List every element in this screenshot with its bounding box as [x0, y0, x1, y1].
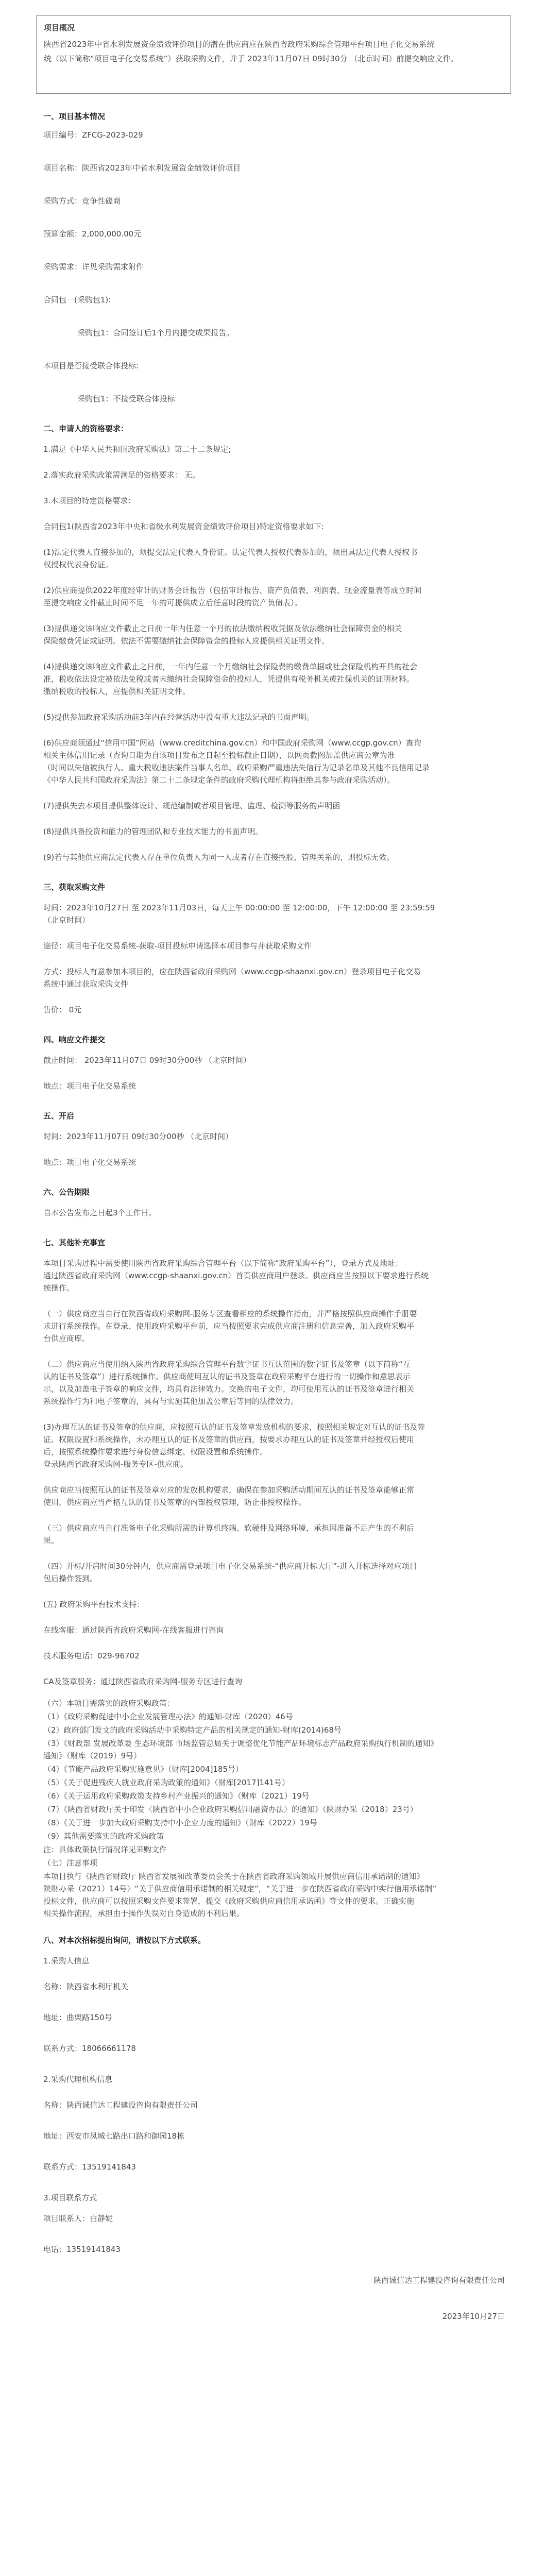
- qualification-item-6: (6)供应商须通过“信用中国”网站（www.creditchina.gov.cn）和中国政府采购网（www.ccgp.gov.cn）查询: [43, 738, 421, 748]
- tech-support-title: (五) 政府采购平台技术支持：: [43, 1600, 145, 1609]
- package-1-term: 采购包1：合同签订后1个月内提交成果报告。: [77, 328, 234, 337]
- qualification-item-1-cont: 权授权代表身份证。: [43, 560, 113, 569]
- submission-place: 地点：项目电子化交易系统: [43, 1081, 137, 1091]
- supplement-p3-cont-3: 系统操作行为和电子签章的，具有与实施其他加盖公章后等同的法律效力。: [43, 1397, 299, 1406]
- agent-address: 地址：西安市凤城七路出口路和御园18栋: [43, 2131, 185, 2141]
- notice-text: 本项目执行《陕西省财政厅 陕西省发展和改革委员会关于在陕西省政府采购领域开展供应商信用承诺制的通知》: [43, 1872, 424, 1881]
- project-name: 项目名称：陕西省2023年中省水利发展资金绩效评价项目: [43, 163, 241, 173]
- section-4-heading: 四、响应文件提交: [43, 1035, 106, 1044]
- project-contact-name: 项目联系人：白静妮: [43, 2214, 113, 2223]
- project-code: 项目编号：ZFCG-2023-029: [43, 130, 143, 140]
- notice-text-cont-3: 相关操作流程，承担由于操作失误对自身造成的不利后果。: [43, 1909, 245, 1918]
- tech-phone: 技术服务电话：029-96702: [43, 1651, 140, 1660]
- submission-deadline: 截止时间： 2023年11月07日 09时30分00秒 （北京时间）: [43, 1056, 251, 1065]
- buyer-info-title: 1.采购人信息: [43, 1956, 90, 1965]
- opening-place: 地点：项目电子化交易系统: [43, 1158, 137, 1167]
- document-price: 售价： 0元: [43, 1005, 82, 1014]
- overview-title: 项目概况: [44, 23, 75, 32]
- agent-info-title: 2.采购代理机构信息: [43, 2075, 113, 2084]
- supplement-p3-cont: 认的证书及签章”）进行系统操作。供应商使用互认的证书及签章在政府采购平台进行的一切操作和意思表示: [43, 1372, 411, 1381]
- section-2-heading: 二、申请人的资格要求：: [43, 424, 129, 433]
- section-3-heading: 三、获取采购文件: [43, 883, 106, 892]
- policy-4: （4）《节能产品政府采购实施意见》（财库[2004]185号）: [43, 1765, 244, 1774]
- supplement-p2-cont: 求进行系统操作。在登录、使用政府采购平台前，应当按照要求完成供应商注册和信息完善，加入政府采购平: [43, 1321, 415, 1331]
- signature-date: 2023年10月27日: [442, 2312, 505, 2321]
- consortium-question: 本项目是否接受联合体投标:: [43, 361, 139, 370]
- qualification-item-4: (4)提供递交该响应文件截止之日前，一年内任意一个月缴纳社会保险费的缴费单据或社会保险机构开具的社会: [43, 662, 418, 671]
- supplement-p7-cont: 包后操作签到。: [43, 1574, 98, 1583]
- policy-6: （6）《关于运用政府采购政策支持乡村产业振兴的通知》（财库（2021）19号: [43, 1791, 310, 1801]
- qualification-item-3-cont: 保险缴费凭证或证明。依法不需要缴纳社会保障资金的投标人应提供相关证明文件。: [43, 636, 330, 646]
- supplement-p5: 供应商应当按照互认的证书及签章对应的发放机构要求，确保在参加采购活动期间互认的证书及签章能够正常: [43, 1485, 415, 1495]
- document-time: 时间：2023年10月27日 至 2023年11月03日，每天上午 00:00:00 至 12:00:00，下午 12:00:00 至 23:59:59: [43, 903, 435, 912]
- qualification-item-7: (7)提供失去本项目提供整体设计、规范编制或者项目管理、监理、检测等服务的声明函: [43, 801, 340, 810]
- policy-8: （8）《关于进一步加大政府采购支持中小企业力度的通知》（财库（2022）19号: [43, 1818, 317, 1827]
- qualification-item-9: (9)若与其他供应商法定代表人存在单位负责人为同一人或者存在直接控股、管理关系的，则投标无效。: [43, 853, 395, 862]
- policy-2: （2）政府部门发文的政府采购活动中采购特定产品的相关规定的通知-财库(2014)68号: [43, 1725, 342, 1735]
- policy-3-cont: 通知》（财库（2019）9号）: [43, 1751, 142, 1760]
- qualification-2: 2.落实政府采购政策需满足的资格要求： 无。: [43, 470, 200, 480]
- qualification-1: 1.满足《中华人民共和国政府采购法》第二十二条规定;: [43, 445, 231, 454]
- section-1-heading: 一、项目基本情况: [43, 112, 106, 121]
- supplement-p3-cont-2: 示，以及加盖电子签章的响应文件，均具有法律效力。交换的电子文件，均可使用互认的证书及签章进行相关: [43, 1384, 415, 1394]
- qualification-item-5: (5)提供参加政府采购活动前3年内在经营活动中没有重大违法记录的书面声明。: [43, 713, 314, 722]
- policy-1: （1）《政府采购促进中小企业发展管理办法》的通知-财库（2020）46号: [43, 1712, 293, 1721]
- notice-title: （七）注意事项: [43, 1858, 98, 1868]
- announcement-period: 自本公告发布之日起3个工作日。: [43, 1208, 157, 1217]
- qualification-item-2: (2)供应商提供2022年度经审计的财务会计报告（包括审计报告、资产负债表、利润表、现金流量表等成立时间: [43, 586, 422, 595]
- supplement-p5-cont: 使用，供应商应当严格互认的证书及签章的内部授权管理，防止非授权操作。: [43, 1498, 306, 1507]
- contract-package-title: 合同包一(采购包1):: [43, 295, 111, 304]
- qualification-3: 3.本项目的特定资格要求：: [43, 496, 136, 505]
- policy-5: （5）《关于促进残疾人就业政府采购政策的通知》（财库[2017]141号）: [43, 1778, 290, 1787]
- supplement-p2-cont-2: 台供应商库。: [43, 1334, 90, 1343]
- project-contact-phone: 电话：13519141843: [43, 2245, 121, 2254]
- ca-service: CA及签章服务：通过陕西省政府采购网-服务专区进行查询: [43, 1677, 243, 1686]
- section-6-heading: 六、公告期限: [43, 1188, 90, 1197]
- qualification-item-8: (8)提供具备投资和能力的管理团队和专业技术能力的书面声明。: [43, 827, 263, 836]
- supplement-p1-cont: 通过陕西省政府采购网（www.ccgp-shaanxi.gov.cn）首页供应商用户登录。供应商应当按照以下要求进行系统: [43, 1271, 429, 1280]
- supplement-p1: 本项目采购过程中需要使用陕西省政府采购综合管理平台（以下简称“政府采购平台”），登录方式及地址：: [43, 1259, 403, 1268]
- qualification-item-6-cont-2: （时间以失信被执行人、重大税收违法案件当事人名单、政府采购严重违法失信行为记录名单及其他不良信用记录: [43, 763, 430, 772]
- procurement-method: 采购方式：竞争性磋商: [43, 196, 121, 206]
- agent-phone: 联系方式：13519141843: [43, 2162, 136, 2172]
- supplement-p2: （一）供应商应当自行在陕西省政府采购网-服务专区查看相应的系统操作指南，并严格按照供应商操作手册要: [43, 1309, 417, 1318]
- document-time-cont: （北京时间）: [43, 916, 90, 925]
- budget-amount: 预算金额：2,000,000.00元: [43, 229, 142, 239]
- supplement-p6-cont: 果。: [43, 1536, 59, 1545]
- buyer-address: 地址：曲栗路150号: [43, 2013, 112, 2022]
- section-8-heading: 八、对本次招标提出询问，请按以下方式联系。: [43, 1936, 206, 1945]
- agent-name: 名称：陕西诚信达工程建设咨询有限责任公司: [43, 2100, 198, 2110]
- supplement-p4: (3)办理互认的证书及签章的供应商，应按照互认的证书及签章发放机构的要求，按照相关规定对互认的证书及签: [43, 1422, 425, 1432]
- policy-9: （9）其他需要落实的政府采购政策: [43, 1832, 164, 1841]
- supplement-p3: （二）供应商应当使用纳入陕西省政府采购综合管理平台数字证书互认范围的数字证书及签章（以下简称“互: [43, 1360, 411, 1369]
- policy-note: 注：具体政策执行情况详见采购文件: [43, 1845, 167, 1854]
- qualification-item-3: (3)提供递交该响应文件截止之日前一年内任意一个月的依法缴纳税收凭据及依法缴纳社会保障资金的相关: [43, 624, 402, 633]
- qualification-item-1: (1)法定代表人直接参加的，须提交法定代表人身份证。法定代表人授权代表参加的，须出具法定代表人授权书: [43, 548, 418, 557]
- qualification-item-2-cont: 至提交响应文件截止时间不足一年的可提供成立后任意时段的资产负债表）。: [43, 598, 302, 607]
- package-1-consortium: 采购包1：不接受联合体投标: [77, 394, 175, 403]
- supplement-p4-cont-3: 登录陕西省政府采购网-服务专区-供应商。: [43, 1460, 188, 1469]
- policy-7: （7）《陕西省财政厅关于印发〈陕西省中小企业政府采购信用融资办法〉的通知》（陕财办采（2018）23号）: [43, 1805, 418, 1814]
- online-service: 在线客服：通过陕西省政府采购网-在线客服进行咨询: [43, 1625, 224, 1635]
- policy-title: （六）本项目需落实的政府采购政策：: [43, 1699, 175, 1708]
- opening-time: 时间：2023年11月07日 09时30分00秒 （北京时间）: [43, 1132, 233, 1141]
- signature-company: 陕西诚信达工程建设咨询有限责任公司: [373, 2276, 505, 2285]
- qualification-item-6-cont: 相关主体信用记录（查询日期为自该项目发布之日起至投标截止日期），以网页截图加盖供应商公章为准: [43, 751, 395, 760]
- supplement-p7: （四）开标/开启时间30分钟内，供应商需登录项目电子化交易系统-“供应商开标大厅”-进入开标选择对应项目: [43, 1562, 417, 1571]
- section-7-heading: 七、其他补充事宜: [43, 1238, 106, 1247]
- procurement-requirement: 采购需求：详见采购需求附件: [43, 262, 144, 272]
- overview-line-2: 统（以下简称“项目电子化交易系统”）获取采购文件，并于 2023年11月07日 09时30分 （北京时间）前提交响应文件。: [44, 54, 458, 63]
- overview-line-1: 陕西省2023年中省水利发展资金绩效评价项目的潜在供应商应在陕西省政府采购综合管理平台项目电子化交易系统: [44, 40, 435, 49]
- qualification-item-4-cont: 准，税收依法设定被依法免税或者未缴纳社会保障资金的投标人，凭提供有税务机关或社保机关的证明材料。: [43, 674, 415, 684]
- notice-text-cont-2: 投标文件，供应商可以按照采购文件要求签署，提交《政府采购供应商信用承诺函》等文件的要求。正确实施: [43, 1896, 415, 1906]
- document-method-cont: 系统中通过获取采购文件: [43, 979, 129, 989]
- notice-text-cont: 陕财办采（2021）14号）“关于供应商信用承诺制的相关规定”，“关于进一步在陕西省政府采购中实行信用承诺制”: [43, 1884, 437, 1893]
- buyer-phone: 联系方式：18066661178: [43, 2044, 136, 2053]
- overview-box: [36, 15, 511, 94]
- project-contact-title: 3.项目联系方式: [43, 2193, 97, 2202]
- supplement-p4-cont-2: 后，按照系统操作要求进行身份信息绑定、权限设置和系统操作。: [43, 1447, 268, 1456]
- document-method: 方式：投标人有意参加本项目的，应在陕西省政府采购网（www.ccgp-shaanxi.gov.cn）登录项目电子化交易: [43, 967, 421, 976]
- supplement-p1-cont-2: 统操作。: [43, 1283, 75, 1293]
- qualification-item-6-cont-3: 《中华人民共和国政府采购法》第二十二条规定条件的政府采购代理机构将拒绝其参与政府采购活动）。: [43, 775, 395, 785]
- supplement-p4-cont: 证、权限设置和系统操作，未办理互认的证书及签章的供应商，按要求办理互认的证书及签章并经授权后使用: [43, 1435, 415, 1444]
- package-qualification-title: 合同包1(陕西省2023年中央和省级水利发展资金绩效评价项目)特定资格要求如下:: [43, 522, 324, 531]
- buyer-name: 名称：陕西省水利厅机关: [43, 1982, 129, 1991]
- document-channel: 途径：项目电子化交易系统-获取-项目投标申请选择本项目参与并获取采购文件: [43, 941, 312, 951]
- qualification-item-4-cont-2: 缴纳税收的投标人，应提供相关证明文件。: [43, 687, 191, 696]
- supplement-p6: （三）供应商应当自行准备电子化采购所需的计算机终端、软硬件及网络环境，承担因准备不足产生的不利后: [43, 1523, 415, 1533]
- section-5-heading: 五、开启: [43, 1111, 75, 1121]
- policy-3: （3）《财政部 发展改革委 生态环境部 市场监管总局关于调整优化节能产品环境标志产品政府采购执行机制的通知》: [43, 1739, 438, 1748]
